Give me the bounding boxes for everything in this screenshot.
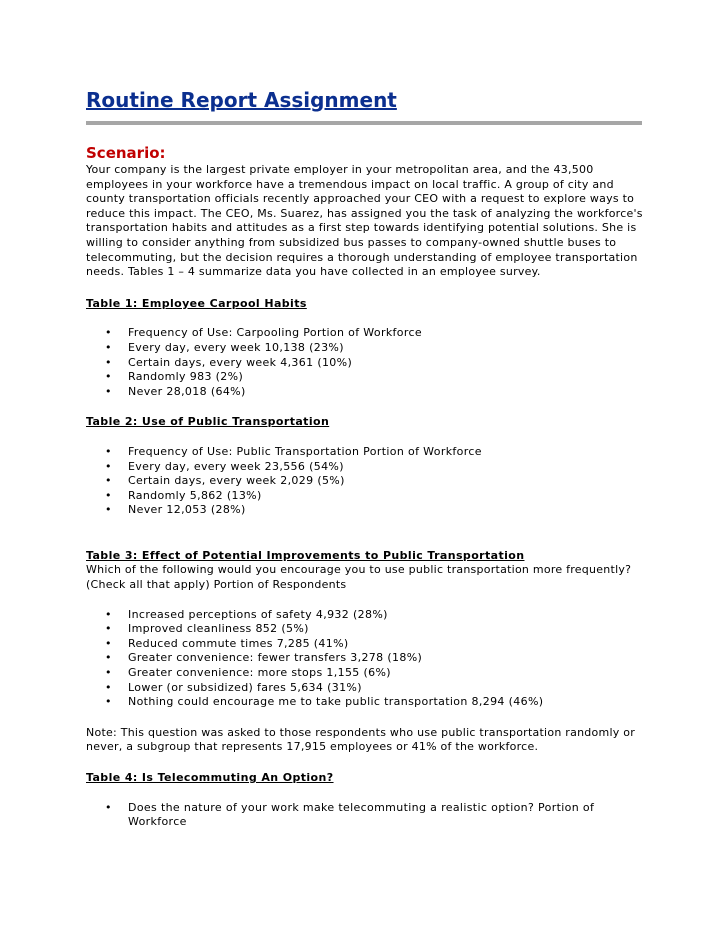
table-2-heading: Table 2: Use of Public Transportation	[86, 415, 330, 429]
table-2-section	[86, 415, 646, 518]
table-4-list	[86, 801, 646, 830]
list-item: • Every day, every week 23,556 (54%)	[105, 459, 344, 473]
bullet-icon: •	[105, 370, 112, 384]
list-item: • Greater convenience: fewer transfers 3,278 (18%)	[105, 651, 423, 665]
list-item: • Never 12,053 (28%)	[105, 503, 246, 517]
scenario-paragraph: Your company is the largest private employer in your metropolitan area, and the 43,500 employees in your workforce have a tremendous impact on local traffic. A group of city and county transportation officials recently approached your CEO with a request to explore ways to reduce this impact. The CEO, Ms. Suarez, has assigned you the task of analyzing the workforce's transportation habits and attitudes as a first step towards identifying potential solutions. She is willing to consider anything from subsidized bus passes to company-owned shuttle buses to telecommuting, but the decision requires a thorough understanding of employee transportation needs. Tables 1 – 4 summarize data you have collected in an employee survey.	[86, 163, 643, 279]
list-item: • Reduced commute times 7,285 (41%)	[105, 636, 349, 650]
list-item: • Frequency of Use: Public Transportation Portion of Workforce	[105, 444, 482, 458]
list-item: • Does the nature of your work make telecommuting a realistic option? Portion of Workforce	[105, 800, 595, 829]
bullet-icon: •	[105, 680, 112, 694]
bullet-icon: •	[105, 651, 112, 665]
list-item: • Increased perceptions of safety 4,932 (28%)	[105, 607, 388, 621]
bullet-icon: •	[105, 444, 112, 458]
document-title: Routine Report Assignment	[86, 88, 397, 112]
bullet-icon: •	[105, 666, 112, 680]
scenario-heading: Scenario:	[86, 144, 166, 162]
list-item: • Certain days, every week 2,029 (5%)	[105, 474, 345, 488]
table-3-list	[86, 608, 646, 710]
bullet-icon: •	[105, 607, 112, 621]
table-1-heading: Table 1: Employee Carpool Habits	[86, 296, 307, 310]
list-item: • Improved cleanliness 852 (5%)	[105, 622, 309, 636]
bullet-icon: •	[105, 503, 112, 517]
table-1-section	[86, 297, 646, 400]
list-item: • Randomly 5,862 (13%)	[105, 488, 262, 502]
bullet-icon: •	[105, 800, 112, 814]
bullet-icon: •	[105, 340, 112, 354]
table-3-section	[86, 549, 646, 755]
bullet-icon: •	[105, 459, 112, 473]
list-item: • Randomly 983 (2%)	[105, 370, 244, 384]
bullet-icon: •	[105, 355, 112, 369]
list-item: • Frequency of Use: Carpooling Portion of Workforce	[105, 326, 422, 340]
table-3-heading: Table 3: Effect of Potential Improvements to Public Transportation	[86, 548, 525, 562]
bullet-icon: •	[105, 622, 112, 636]
bullet-icon: •	[105, 636, 112, 650]
list-item: • Nothing could encourage me to take public transportation 8,294 (46%)	[105, 695, 544, 709]
list-item: • Lower (or subsidized) fares 5,634 (31%)	[105, 680, 362, 694]
list-item: • Greater convenience: more stops 1,155 (6%)	[105, 666, 391, 680]
list-item: • Certain days, every week 4,361 (10%)	[105, 355, 353, 369]
list-item: • Every day, every week 10,138 (23%)	[105, 340, 344, 354]
table-1-list	[86, 326, 646, 399]
bullet-icon: •	[105, 326, 112, 340]
table-2-list	[86, 445, 646, 518]
bullet-icon: •	[105, 695, 112, 709]
table-3-intro: Which of the following would you encourage you to use public transportation more frequently? (Check all that apply) Portion of Respondents	[86, 563, 632, 592]
bullet-icon: •	[105, 488, 112, 502]
title-divider	[86, 121, 642, 125]
table-4-heading: Table 4: Is Telecommuting An Option?	[86, 771, 334, 784]
document-page	[86, 88, 646, 830]
table-3-note: Note: This question was asked to those respondents who use public transportation randomly or never, a subgroup that represents 17,915 employees or 41% of the workforce.	[86, 725, 636, 754]
bullet-icon: •	[105, 474, 112, 488]
bullet-icon: •	[105, 384, 112, 398]
table-4-section	[86, 771, 646, 830]
list-item: • Never 28,018 (64%)	[105, 384, 246, 398]
